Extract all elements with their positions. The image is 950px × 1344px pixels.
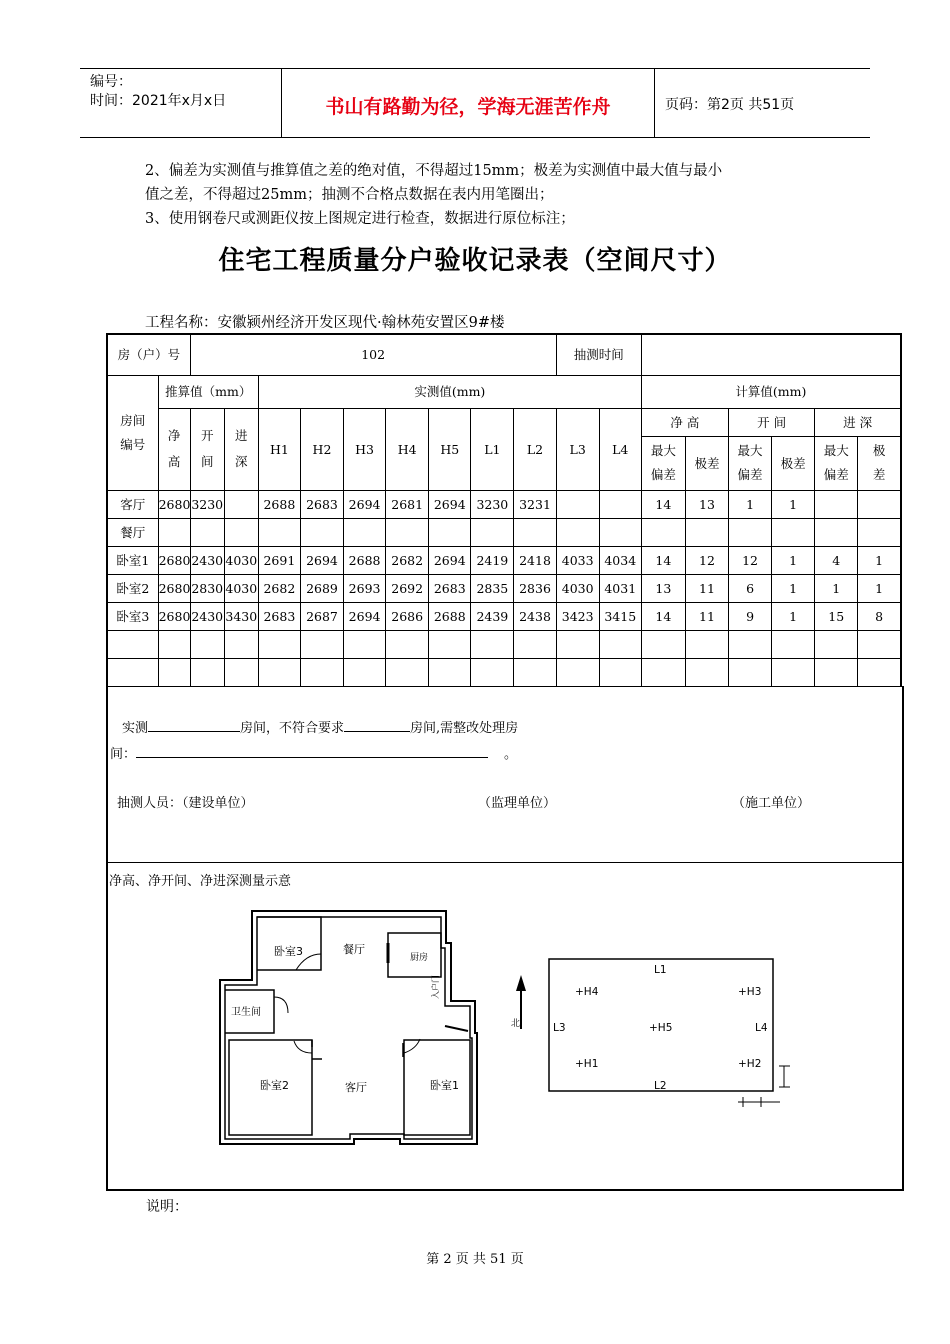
measured-value-cell: 2682: [386, 546, 429, 574]
computed-value-cell: [858, 630, 901, 658]
measured-value-cell: [471, 630, 514, 658]
calc-value-cell: 2830: [190, 574, 224, 602]
calc-value-cell: 2680: [158, 546, 190, 574]
computed-value-cell: 1: [858, 546, 901, 574]
measured-rooms-blank[interactable]: [148, 719, 240, 732]
computed-value-cell: 4: [815, 546, 858, 574]
table-row: [107, 658, 901, 686]
measured-value-cell: [556, 630, 599, 658]
computed-value-cell: 1: [772, 546, 815, 574]
measured-col: H3: [344, 408, 386, 490]
room-label: 客厅: [345, 1081, 367, 1094]
measured-value-cell: 3423: [556, 602, 599, 630]
computed-sub: 极差: [772, 436, 815, 490]
summary-line-2: [110, 743, 517, 762]
measured-value-cell: [258, 518, 300, 546]
computed-value-cell: 6: [729, 574, 772, 602]
calc-col-label: 净高: [167, 428, 181, 469]
calc-value-cell: 2680: [158, 574, 190, 602]
computed-value-cell: 11: [685, 602, 728, 630]
bedroom3-wall: [257, 917, 321, 970]
measured-value-cell: 2439: [471, 602, 514, 630]
measured-value-cell: 2694: [429, 490, 471, 518]
inspector-label: 抽测人员：（建设单位）: [117, 796, 254, 811]
computed-value-cell: [772, 630, 815, 658]
measured-value-cell: 2683: [300, 490, 343, 518]
computed-value-cell: [641, 630, 685, 658]
page-header: [80, 68, 870, 138]
computed-value-cell: 12: [685, 546, 728, 574]
measured-value-cell: [514, 518, 556, 546]
computed-group: 进 深: [815, 408, 901, 436]
room-label: 餐厅: [343, 943, 365, 956]
computed-group: 开 间: [729, 408, 815, 436]
note-line-1: 2、偏差为实测值与推算值之差的绝对值，不得超过15mm；极差为实测值中最大值与最小: [145, 163, 723, 179]
computed-value-cell: [815, 490, 858, 518]
computed-value-cell: [772, 518, 815, 546]
note-line-2: 值之差，不得超过25mm；抽测不合格点数据在表内用笔圈出；: [145, 187, 554, 203]
computed-sub: [858, 436, 901, 490]
computed-value-cell: 15: [815, 602, 858, 630]
calc-value-cell: [224, 518, 258, 546]
computed-value-cell: [685, 630, 728, 658]
measured-value-cell: [429, 518, 471, 546]
project-name: 工程名称：安徽颍州经济开发区现代·翰林苑安置区9#楼: [145, 315, 505, 331]
calc-value-cell: 2430: [190, 602, 224, 630]
measured-value-cell: 2688: [258, 490, 300, 518]
measured-value-cell: [599, 518, 641, 546]
measured-value-cell: [258, 658, 300, 686]
computed-value-cell: 1: [772, 602, 815, 630]
room-name-cell: [107, 630, 158, 658]
point-H1: +H1: [575, 1058, 599, 1070]
summary-text: 房间，不符合要求: [240, 721, 345, 736]
computed-sub-label: 最大偏差: [650, 443, 676, 482]
computed-value-cell: [729, 658, 772, 686]
computed-value-cell: 1: [858, 574, 901, 602]
dimension-mark: [738, 1066, 790, 1107]
measured-value-cell: 2418: [514, 546, 556, 574]
measured-value-cell: 4030: [556, 574, 599, 602]
measured-col: L2: [514, 408, 556, 490]
measured-value-cell: 2693: [344, 574, 386, 602]
computed-sub-label: 最大偏差: [737, 443, 763, 482]
measured-value-cell: 2688: [344, 546, 386, 574]
summary-line-1: [122, 717, 518, 736]
computed-sub: [815, 436, 858, 490]
measured-value-cell: 2835: [471, 574, 514, 602]
calc-value-cell: 3430: [224, 602, 258, 630]
point-H4: +H4: [575, 986, 599, 998]
calc-col-depth: [224, 408, 258, 490]
house-value: 102: [190, 334, 556, 375]
measured-value-cell: 2694: [300, 546, 343, 574]
measured-value-cell: [344, 630, 386, 658]
measured-col: H1: [258, 408, 300, 490]
computed-value-cell: 14: [641, 602, 685, 630]
table-row: [107, 490, 901, 518]
note-line-3: 3、使用钢卷尺或测距仪按上图规定进行检查，数据进行原位标注；: [145, 211, 575, 227]
header-meta: [90, 73, 226, 111]
calc-value-cell: [190, 630, 224, 658]
page-footer: 第 2 页 共 51 页: [426, 1252, 524, 1267]
calc-value-cell: [158, 630, 190, 658]
room-label: 厨房: [410, 953, 429, 963]
computed-sub-label: 极差: [872, 443, 886, 482]
north-label: 北: [511, 1019, 521, 1029]
measured-value-cell: 2836: [514, 574, 556, 602]
computed-value-cell: [815, 518, 858, 546]
table-row: [107, 546, 901, 574]
header-page-info: 页码：第2页 共51页: [665, 97, 795, 113]
summary-text: 房间,需整改处理房: [410, 721, 519, 736]
computed-sub: 极差: [685, 436, 728, 490]
room-label: 卧室1: [430, 1079, 459, 1092]
measured-value-cell: 2688: [429, 602, 471, 630]
measured-value-cell: 2694: [344, 602, 386, 630]
measured-value-cell: 2694: [344, 490, 386, 518]
computed-value-cell: [641, 518, 685, 546]
number-label: 编号：: [90, 74, 132, 90]
door-arc: [294, 1041, 312, 1053]
calc-value-cell: [158, 518, 190, 546]
point-H5: +H5: [649, 1022, 673, 1034]
computed-value-cell: [685, 658, 728, 686]
table-row: [107, 602, 901, 630]
measured-value-cell: 4034: [599, 546, 641, 574]
room-name-cell: 餐厅: [107, 518, 158, 546]
measured-value-cell: 2691: [258, 546, 300, 574]
measured-value-cell: 2681: [386, 490, 429, 518]
measured-value-cell: [344, 658, 386, 686]
computed-sub: [641, 436, 685, 490]
house-label: 房（户）号: [107, 334, 190, 375]
measured-value-cell: 3230: [471, 490, 514, 518]
inspection-table: [106, 333, 902, 687]
computed-value-cell: 1: [815, 574, 858, 602]
calc-value-cell: [224, 658, 258, 686]
partition: [312, 1040, 403, 1059]
measured-value-cell: 2419: [471, 546, 514, 574]
calc-value-cell: 2680: [158, 602, 190, 630]
computed-value-cell: 12: [729, 546, 772, 574]
line-L3: L3: [553, 1022, 566, 1034]
measured-value-cell: [556, 658, 599, 686]
calc-col-label: 开间: [200, 428, 214, 469]
document-title: 住宅工程质量分户验收记录表（空间尺寸）: [218, 246, 732, 276]
measurement-diagram: [106, 862, 904, 1191]
explain-label: 说明：: [146, 1199, 188, 1215]
door-label: 入户门: [431, 975, 440, 999]
line-L1: L1: [654, 964, 667, 976]
computed-value-cell: [815, 658, 858, 686]
measured-value-cell: [429, 630, 471, 658]
measured-value-cell: [386, 630, 429, 658]
measured-value-cell: [300, 518, 343, 546]
data-rows: [107, 490, 901, 686]
sample-time-label: 抽测时间: [556, 334, 641, 375]
measured-col: L4: [599, 408, 641, 490]
measured-value-cell: [556, 518, 599, 546]
measured-value-cell: [300, 658, 343, 686]
computed-value-cell: [858, 658, 901, 686]
header-motto: 书山有路勤为径，学海无涯苦作舟: [325, 96, 611, 118]
room-name-cell: 客厅: [107, 490, 158, 518]
calc-value-cell: 2430: [190, 546, 224, 574]
calc-value-cell: 4030: [224, 574, 258, 602]
room-name-cell: 卧室3: [107, 602, 158, 630]
measured-value-cell: 2694: [429, 546, 471, 574]
room-label: 卧室2: [260, 1079, 289, 1092]
measured-value-cell: [386, 658, 429, 686]
computed-value-cell: [772, 658, 815, 686]
measured-col: L3: [556, 408, 599, 490]
measured-value-cell: [344, 518, 386, 546]
measured-value-cell: 4033: [556, 546, 599, 574]
computed-value-cell: 8: [858, 602, 901, 630]
measured-value-cell: [599, 490, 641, 518]
measured-value-cell: [599, 658, 641, 686]
measured-value-cell: 2683: [258, 602, 300, 630]
calc-col-height: [158, 408, 190, 490]
computed-value-cell: 1: [772, 490, 815, 518]
calc-value-cell: [224, 630, 258, 658]
computed-value-cell: 1: [772, 574, 815, 602]
room-name-cell: 卧室2: [107, 574, 158, 602]
calc-header: 推算值（mm）: [158, 375, 258, 408]
calc-col-label: 进深: [235, 428, 248, 469]
room-no-header: [107, 375, 158, 490]
diagram-caption: 净高、净开间、净进深测量示意: [109, 874, 292, 889]
measured-col: H5: [429, 408, 471, 490]
table-row: [107, 630, 901, 658]
room-no-label: 房间编号: [120, 412, 146, 452]
computed-value-cell: [729, 518, 772, 546]
computed-value-cell: 13: [685, 490, 728, 518]
measured-value-cell: [258, 630, 300, 658]
computed-value-cell: [729, 630, 772, 658]
floor-plan-svg: [108, 863, 902, 1189]
summary-text: 。: [504, 747, 518, 762]
computed-header: 计算值(mm): [641, 375, 901, 408]
measured-value-cell: [514, 630, 556, 658]
computed-value-cell: [815, 630, 858, 658]
table-row: [107, 574, 901, 602]
measured-value-cell: 2692: [386, 574, 429, 602]
time-label: 时间：2021年x月x日: [90, 93, 227, 109]
construction-label: （施工单位）: [732, 796, 811, 811]
door-arc: [404, 1039, 420, 1053]
unqualified-rooms-blank[interactable]: [344, 719, 410, 732]
computed-sub: [729, 436, 772, 490]
computed-sub-label: 最大偏差: [823, 443, 849, 482]
computed-value-cell: 1: [729, 490, 772, 518]
computed-value-cell: [858, 518, 901, 546]
north-arrow-icon: [511, 975, 526, 1029]
calc-value-cell: [190, 518, 224, 546]
calc-value-cell: 2680: [158, 490, 190, 518]
computed-value-cell: [685, 518, 728, 546]
measured-value-cell: [386, 518, 429, 546]
measured-header: 实测值(mm): [258, 375, 641, 408]
calc-value-cell: [158, 658, 190, 686]
measurement-plan: [549, 959, 790, 1107]
measured-value-cell: 2683: [429, 574, 471, 602]
calc-value-cell: [224, 490, 258, 518]
computed-value-cell: [641, 658, 685, 686]
measured-value-cell: 2682: [258, 574, 300, 602]
room-label: 卧室3: [274, 945, 303, 958]
door-arc: [274, 997, 288, 1013]
computed-value-cell: 14: [641, 546, 685, 574]
line-L4: L4: [755, 1022, 768, 1034]
entrance-door: [445, 1026, 468, 1031]
measured-value-cell: [471, 518, 514, 546]
summary-area: [106, 686, 904, 863]
measured-value-cell: 3415: [599, 602, 641, 630]
measured-value-cell: [471, 658, 514, 686]
measured-value-cell: 2686: [386, 602, 429, 630]
measured-col: L1: [471, 408, 514, 490]
rectify-rooms-blank[interactable]: [136, 745, 488, 758]
measured-col: H2: [300, 408, 343, 490]
calc-value-cell: 4030: [224, 546, 258, 574]
computed-value-cell: 13: [641, 574, 685, 602]
calc-value-cell: [190, 658, 224, 686]
summary-text: 实测: [122, 721, 149, 736]
sample-time-value: [641, 334, 901, 375]
measured-value-cell: 2689: [300, 574, 343, 602]
computed-value-cell: [858, 490, 901, 518]
calc-value-cell: 3230: [190, 490, 224, 518]
supervision-label: （监理单位）: [478, 796, 557, 811]
measured-value-cell: 2438: [514, 602, 556, 630]
measured-value-cell: [514, 658, 556, 686]
point-H3: +H3: [738, 986, 762, 998]
line-L2: L2: [654, 1080, 667, 1092]
computed-value-cell: 14: [641, 490, 685, 518]
calc-col-width: [190, 408, 224, 490]
computed-value-cell: 11: [685, 574, 728, 602]
computed-value-cell: 9: [729, 602, 772, 630]
measured-value-cell: 2687: [300, 602, 343, 630]
measured-value-cell: [429, 658, 471, 686]
room-label: 卫生间: [231, 1007, 261, 1018]
measured-value-cell: [556, 490, 599, 518]
table-row: [107, 518, 901, 546]
measured-value-cell: 4031: [599, 574, 641, 602]
header-divider: [654, 69, 655, 137]
computed-group: 净 高: [641, 408, 728, 436]
measured-value-cell: 3231: [514, 490, 556, 518]
summary-text: 间：: [110, 747, 137, 762]
measured-col: H4: [386, 408, 429, 490]
measured-value-cell: [300, 630, 343, 658]
point-H2: +H2: [738, 1058, 762, 1070]
room-name-cell: [107, 658, 158, 686]
measured-value-cell: [599, 630, 641, 658]
room-name-cell: 卧室1: [107, 546, 158, 574]
